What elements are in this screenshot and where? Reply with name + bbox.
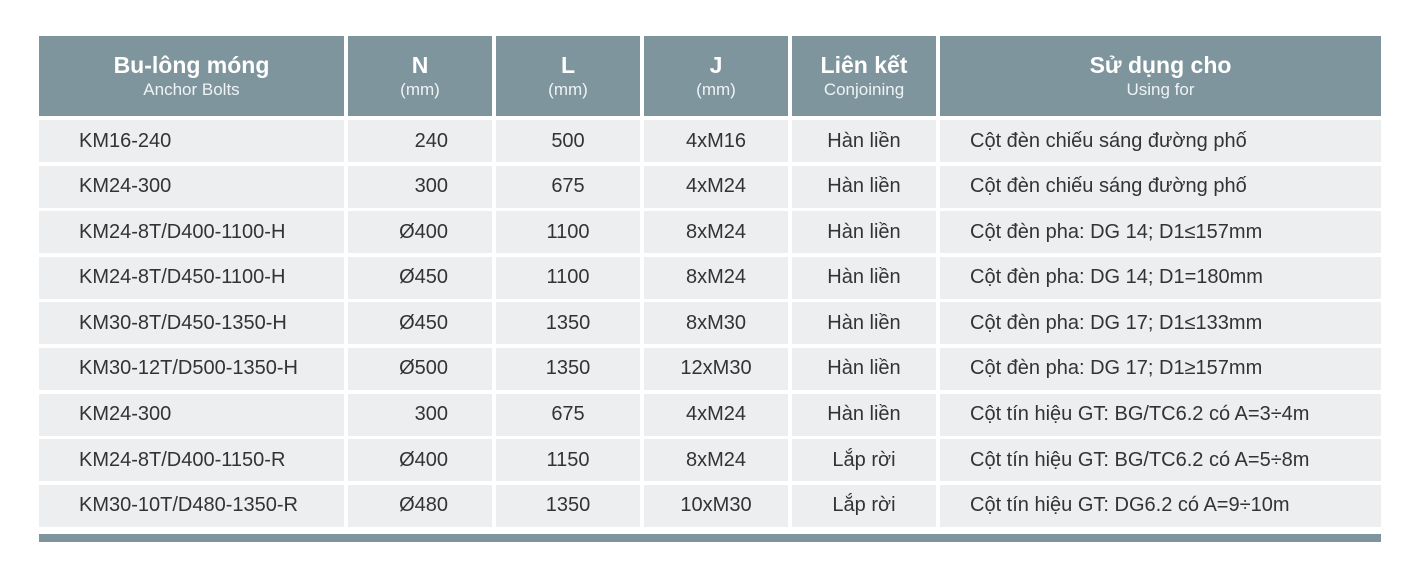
header-conjoining	[792, 36, 940, 116]
model-cell: KM16-240	[39, 120, 348, 162]
n-cell: Ø480	[348, 485, 496, 527]
l-cell: 500	[496, 120, 644, 162]
conjoining-cell: Hàn liền	[792, 348, 940, 390]
header-title: Sử dụng cho	[1089, 52, 1232, 78]
table-row	[39, 211, 1381, 253]
using-for-cell: Cột đèn pha: DG 14; D1=180mm	[940, 257, 1381, 299]
conjoining-cell: Hàn liền	[792, 166, 940, 208]
l-cell: 1150	[496, 439, 644, 481]
header-title: Liên kết	[820, 52, 908, 78]
model-cell: KM24-300	[39, 166, 348, 208]
using-for-cell: Cột đèn pha: DG 14; D1≤157mm	[940, 211, 1381, 253]
model-cell: KM24-8T/D450-1100-H	[39, 257, 348, 299]
j-cell: 4xM24	[644, 166, 792, 208]
l-cell: 1100	[496, 211, 644, 253]
table-row	[39, 166, 1381, 208]
j-cell: 8xM30	[644, 302, 792, 344]
header-l	[496, 36, 644, 116]
using-for-cell: Cột đèn chiếu sáng đường phố	[940, 120, 1381, 162]
conjoining-cell: Hàn liền	[792, 257, 940, 299]
header-subtitle: (mm)	[696, 80, 736, 99]
model-cell: KM30-12T/D500-1350-H	[39, 348, 348, 390]
n-cell: 300	[348, 394, 496, 436]
header-subtitle: Using for	[1126, 80, 1195, 99]
n-cell: Ø400	[348, 439, 496, 481]
j-cell: 8xM24	[644, 257, 792, 299]
j-cell: 10xM30	[644, 485, 792, 527]
using-for-cell: Cột tín hiệu GT: BG/TC6.2 có A=5÷8m	[940, 439, 1381, 481]
table-row	[39, 302, 1381, 344]
model-cell: KM24-8T/D400-1150-R	[39, 439, 348, 481]
j-cell: 12xM30	[644, 348, 792, 390]
table-bottom-bar	[39, 534, 1381, 542]
header-title: N	[411, 52, 429, 78]
using-for-cell: Cột đèn pha: DG 17; D1≥157mm	[940, 348, 1381, 390]
table-header-row	[39, 36, 1381, 116]
j-cell: 8xM24	[644, 211, 792, 253]
header-subtitle: (mm)	[400, 80, 440, 99]
using-for-cell: Cột tín hiệu GT: DG6.2 có A=9÷10m	[940, 485, 1381, 527]
l-cell: 675	[496, 166, 644, 208]
header-subtitle: Anchor Bolts	[143, 80, 240, 99]
header-subtitle: (mm)	[548, 80, 588, 99]
l-cell: 675	[496, 394, 644, 436]
table-row	[39, 120, 1381, 162]
j-cell: 4xM16	[644, 120, 792, 162]
header-title: Bu-lông móng	[113, 52, 270, 78]
conjoining-cell: Hàn liền	[792, 302, 940, 344]
n-cell: 300	[348, 166, 496, 208]
model-cell: KM24-300	[39, 394, 348, 436]
n-cell: Ø450	[348, 257, 496, 299]
table-body	[39, 120, 1381, 527]
header-anchor-bolts	[39, 36, 348, 116]
conjoining-cell: Hàn liền	[792, 120, 940, 162]
table-row	[39, 348, 1381, 390]
using-for-cell: Cột đèn pha: DG 17; D1≤133mm	[940, 302, 1381, 344]
header-using-for	[940, 36, 1381, 116]
table-row	[39, 485, 1381, 527]
conjoining-cell: Hàn liền	[792, 394, 940, 436]
anchor-bolts-table	[39, 36, 1381, 530]
using-for-cell: Cột tín hiệu GT: BG/TC6.2 có A=3÷4m	[940, 394, 1381, 436]
n-cell: 240	[348, 120, 496, 162]
header-subtitle: Conjoining	[823, 80, 905, 99]
l-cell: 1350	[496, 348, 644, 390]
using-for-cell: Cột đèn chiếu sáng đường phố	[940, 166, 1381, 208]
model-cell: KM30-8T/D450-1350-H	[39, 302, 348, 344]
conjoining-cell: Lắp rời	[792, 485, 940, 527]
n-cell: Ø450	[348, 302, 496, 344]
table-row	[39, 257, 1381, 299]
header-n	[348, 36, 496, 116]
header-title: L	[560, 52, 576, 78]
table-row	[39, 394, 1381, 436]
model-cell: KM30-10T/D480-1350-R	[39, 485, 348, 527]
header-j	[644, 36, 792, 116]
j-cell: 8xM24	[644, 439, 792, 481]
l-cell: 1350	[496, 485, 644, 527]
conjoining-cell: Hàn liền	[792, 211, 940, 253]
conjoining-cell: Lắp rời	[792, 439, 940, 481]
model-cell: KM24-8T/D400-1100-H	[39, 211, 348, 253]
n-cell: Ø400	[348, 211, 496, 253]
table-row	[39, 439, 1381, 481]
j-cell: 4xM24	[644, 394, 792, 436]
n-cell: Ø500	[348, 348, 496, 390]
l-cell: 1100	[496, 257, 644, 299]
header-title: J	[709, 52, 723, 78]
l-cell: 1350	[496, 302, 644, 344]
